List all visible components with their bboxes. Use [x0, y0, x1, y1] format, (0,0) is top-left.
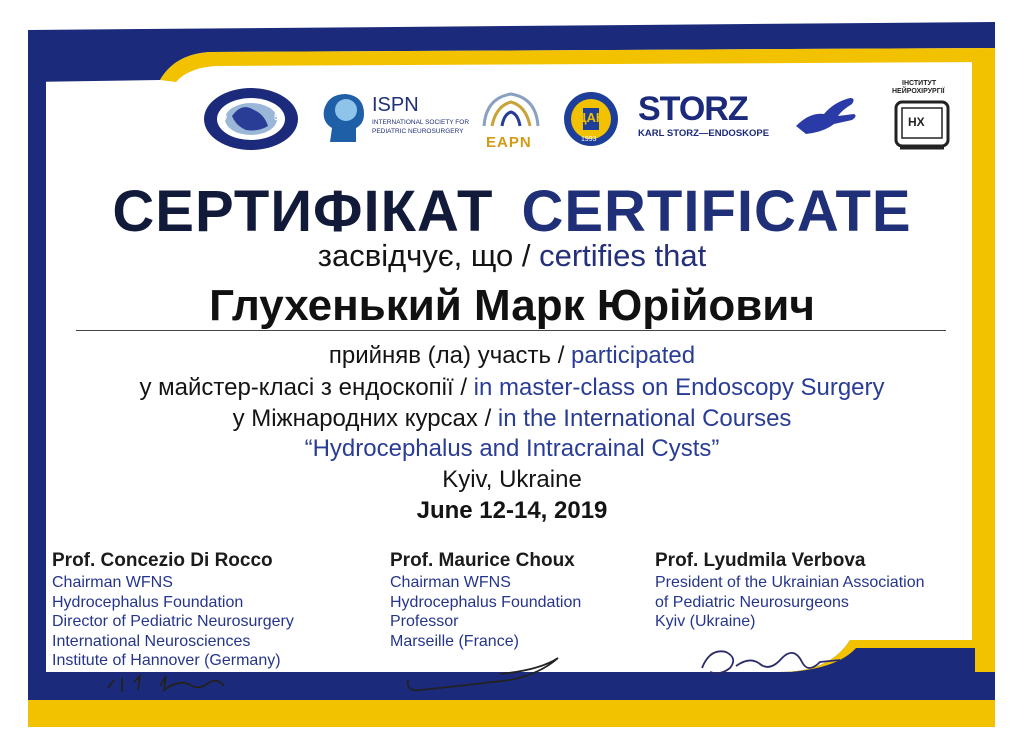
institute-mark: НХ: [908, 115, 925, 129]
eapn-logo: [476, 86, 546, 152]
signer-role: Chairman WFNS: [52, 574, 173, 591]
karl-storz-logo: [628, 90, 778, 140]
signer-name: Prof. Maurice Choux: [390, 550, 575, 571]
ispn-line-1: INTERNATIONAL SOCIETY FOR: [372, 119, 470, 126]
eapn-label: EAPN: [486, 134, 532, 151]
title-en: CERTIFICATE: [521, 179, 912, 244]
wfns-year-left: 19: [218, 113, 227, 122]
signer-role: Marseille (France): [390, 632, 519, 650]
certifies-ua: засвідчує, що /: [317, 238, 540, 273]
ua-association-year: 1993: [581, 136, 597, 143]
location: Kyiv, Ukraine: [442, 466, 582, 493]
ispn-abbr: ISPN: [372, 94, 419, 116]
certificate-title: [0, 178, 1024, 245]
body-line-ua: прийняв (ла) участь /: [328, 342, 572, 369]
signature-choux: [400, 650, 570, 695]
signer-verbova: [655, 549, 965, 632]
body-line-en: in the International Courses: [497, 405, 792, 432]
body-line-en: in master-class on Endoscopy Surgery: [473, 374, 885, 401]
ua-association-mark: ЦАН: [577, 110, 606, 125]
signer-role: Professor: [390, 613, 459, 630]
signature-verbova: [690, 628, 850, 688]
storz-wordmark: STORZ: [638, 90, 748, 128]
neurosurgery-institute-logo: [890, 80, 954, 156]
recipient-name: Глухенький Марк Юрійович: [209, 281, 815, 330]
institute-line-1: ІНСТИТУТ: [902, 80, 937, 87]
body-line-courses: [0, 405, 1024, 433]
body-line-course-title: [0, 435, 1024, 463]
ua-association-logo: [563, 88, 619, 150]
body-line-ua: у майстер-класі з ендоскопії /: [139, 374, 474, 401]
signer-role: Kyiv (Ukraine): [655, 613, 756, 630]
certifies-line: [0, 238, 1024, 274]
signer-role: Hydrocephalus Foundation: [390, 593, 582, 611]
signer-role: of Pediatric Neurosurgeons: [655, 593, 849, 611]
body-line-participated: [0, 342, 1024, 370]
signer-role: Chairman WFNS: [390, 574, 511, 591]
institute-line-2: НЕЙРОХІРУРГІЇ: [892, 88, 945, 95]
title-ua: СЕРТИФІКАТ: [112, 179, 494, 244]
name-underline: [76, 330, 946, 331]
body-line-en: participated: [571, 342, 696, 369]
ispn-line-2: PEDIATRIC NEUROSURGERY: [372, 128, 464, 135]
signature-di-rocco: [100, 668, 250, 698]
signer-role: President of the Ukrainian Association: [655, 574, 925, 591]
wfns-year-right: 55: [274, 113, 283, 122]
body-line-en: “Hydrocephalus and Intracrainal Cysts”: [304, 435, 720, 462]
hand-icon: [794, 92, 860, 138]
signer-role: Institute of Hannover (Germany): [52, 652, 281, 669]
signer-role: Hydrocephalus Foundation: [52, 593, 244, 611]
ispn-logo: [320, 92, 470, 144]
signer-name: Prof. Concezio Di Rocco: [52, 550, 273, 571]
wfns-logo: [202, 86, 300, 152]
signer-choux: [390, 549, 630, 651]
body-line-masterclass: [0, 374, 1024, 402]
signer-role: International Neurosciences: [52, 632, 251, 650]
signer-di-rocco: [52, 549, 362, 671]
body-line-ua: у Міжнародних курсах /: [232, 405, 498, 432]
certifies-en: certifies that: [539, 238, 707, 273]
event-date: June 12-14, 2019: [416, 497, 608, 524]
storz-subtitle: KARL STORZ—ENDOSKOPE: [638, 128, 770, 139]
signer-name: Prof. Lyudmila Verbova: [655, 550, 866, 571]
signer-role: Director of Pediatric Neurosurgery: [52, 613, 294, 630]
